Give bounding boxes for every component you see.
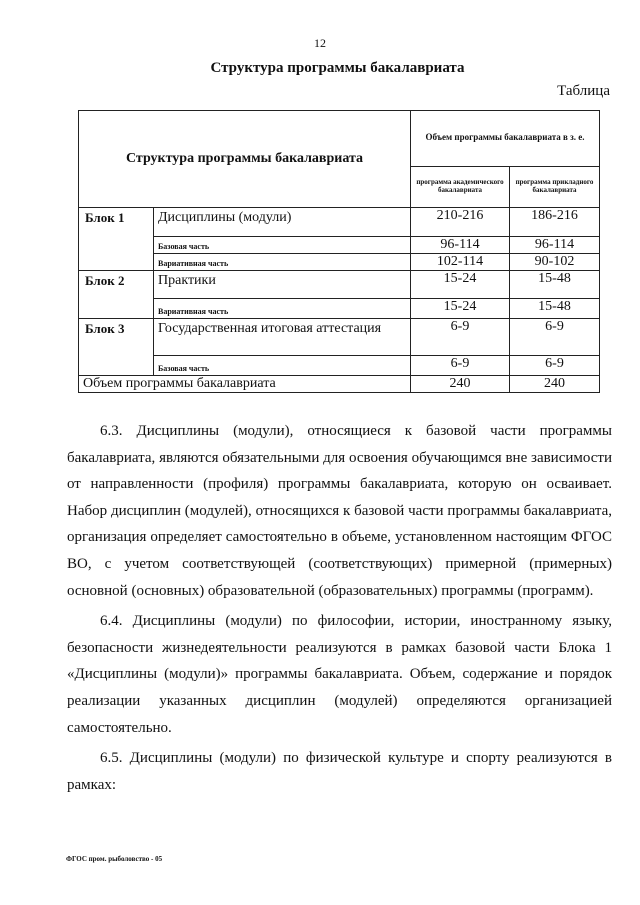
value-academic: 15-24 bbox=[411, 299, 510, 319]
value-academic: 15-24 bbox=[411, 271, 510, 299]
value-applied: 96-114 bbox=[510, 237, 600, 254]
value-applied: 90-102 bbox=[510, 254, 600, 271]
header-structure: Структура программы бакалавриата bbox=[79, 111, 411, 208]
header-academic: программа академического бакалавриата bbox=[411, 166, 510, 207]
footer-note: ФГОС пром. рыболовство - 05 bbox=[66, 855, 163, 863]
total-academic: 240 bbox=[411, 376, 510, 393]
paragraph-6-4: 6.4. Дисциплины (модули) по философии, истории, иностранному языку, безопасности жизнедеятельности реализуются в рамках базовой части Блока 1 «Дисциплины (модули)» программы бакалавриата. Объем, содержание и порядок реализации указанных дисциплин (модулей) определяются организацией самостоятельно. bbox=[67, 613, 612, 736]
table-total-row bbox=[79, 376, 600, 393]
total-applied: 240 bbox=[510, 376, 600, 393]
paragraph-6-3: 6.3. Дисциплины (модули), относящиеся к базовой части программы бакалавриата, являются обязательными для освоения обучающимся вне зависимости от направленности (профиля) программы бакалавриата, которую он осваивает. Набор дисциплин (модулей), относящихся к базовой части программы бакалавриата, организация определяет самостоятельно в объеме, установленном настоящим ФГОС ВО, с учетом соответствующей (соответствующих) примерной (примерных) основной (основных) образовательной (образовательных) программы (программ). bbox=[67, 423, 612, 599]
header-volume: Объем программы бакалавриата в з. е. bbox=[411, 111, 600, 167]
block-cell: Блок 3 bbox=[79, 319, 154, 376]
value-applied: 186-216 bbox=[510, 208, 600, 237]
table-row bbox=[79, 356, 600, 376]
value-academic: 96-114 bbox=[411, 237, 510, 254]
table-label: Таблица bbox=[557, 83, 610, 99]
table-row bbox=[79, 299, 600, 319]
program-structure-table bbox=[78, 110, 600, 393]
row-name: Базовая часть bbox=[154, 237, 411, 254]
table-row bbox=[79, 271, 600, 299]
total-label: Объем программы бакалавриата bbox=[79, 376, 411, 393]
row-name: Базовая часть bbox=[154, 356, 411, 376]
value-applied: 6-9 bbox=[510, 319, 600, 356]
value-academic: 6-9 bbox=[411, 356, 510, 376]
section-title: Структура программы бакалавриата bbox=[210, 60, 465, 76]
block-cell: Блок 2 bbox=[79, 271, 154, 319]
value-applied: 15-48 bbox=[510, 299, 600, 319]
value-academic: 6-9 bbox=[411, 319, 510, 356]
body-text bbox=[67, 418, 612, 798]
value-applied: 15-48 bbox=[510, 271, 600, 299]
header-applied: программа прикладного бакалавриата bbox=[510, 166, 600, 207]
table-row bbox=[79, 208, 600, 237]
row-name: Практики bbox=[154, 271, 411, 299]
block-cell: Блок 1 bbox=[79, 208, 154, 271]
paragraph-6-5: 6.5. Дисциплины (модули) по физической культуре и спорту реализуются в рамках: bbox=[67, 750, 612, 793]
table-row bbox=[79, 254, 600, 271]
page-number: 12 bbox=[314, 36, 326, 50]
row-name: Государственная итоговая аттестация bbox=[154, 319, 411, 356]
row-name: Вариативная часть bbox=[154, 299, 411, 319]
value-academic: 210-216 bbox=[411, 208, 510, 237]
value-applied: 6-9 bbox=[510, 356, 600, 376]
table-row bbox=[79, 237, 600, 254]
row-name: Дисциплины (модули) bbox=[154, 208, 411, 237]
value-academic: 102-114 bbox=[411, 254, 510, 271]
table-row bbox=[79, 319, 600, 356]
row-name: Вариативная часть bbox=[154, 254, 411, 271]
